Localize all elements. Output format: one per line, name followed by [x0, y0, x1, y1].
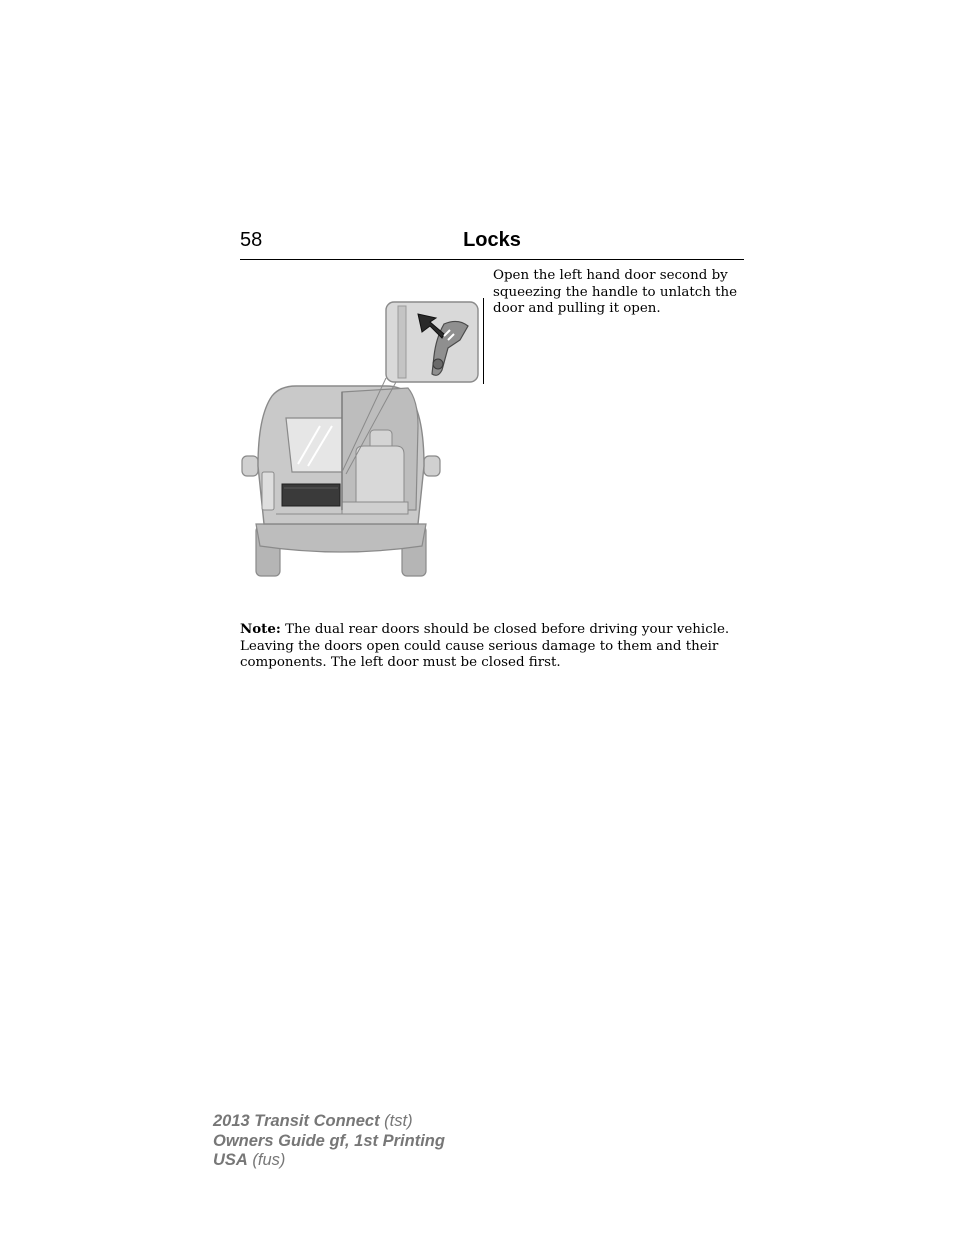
footer-guide: Owners Guide gf, 1st Printing [213, 1131, 445, 1150]
footer [213, 1112, 445, 1171]
footer-model: 2013 Transit Connect [213, 1112, 380, 1130]
handle-detail-inset [386, 302, 478, 382]
rear-door-illustration [236, 296, 484, 582]
note-text: The dual rear doors should be closed before driving your vehicle. Leaving the doors open could cause serious damage to them and their components. The left door must be closed first. [240, 622, 730, 671]
footer-market: USA [213, 1151, 248, 1169]
footer-line-1 [213, 1112, 445, 1132]
instruction-text: Open the left hand door second by squeezing the handle to unlatch the door and pulling it open. [493, 268, 738, 317]
note-label: Note: [240, 621, 281, 637]
note-paragraph [240, 621, 750, 672]
footer-model-code: (tst) [379, 1112, 413, 1130]
footer-line-2 [213, 1132, 445, 1152]
van-rear-icon [242, 386, 440, 576]
footer-market-code: (fus) [247, 1151, 286, 1169]
page-number: 58 [240, 229, 263, 251]
footer-line-3 [213, 1151, 445, 1171]
section-title: Locks [463, 229, 521, 251]
header-rule [240, 259, 744, 260]
